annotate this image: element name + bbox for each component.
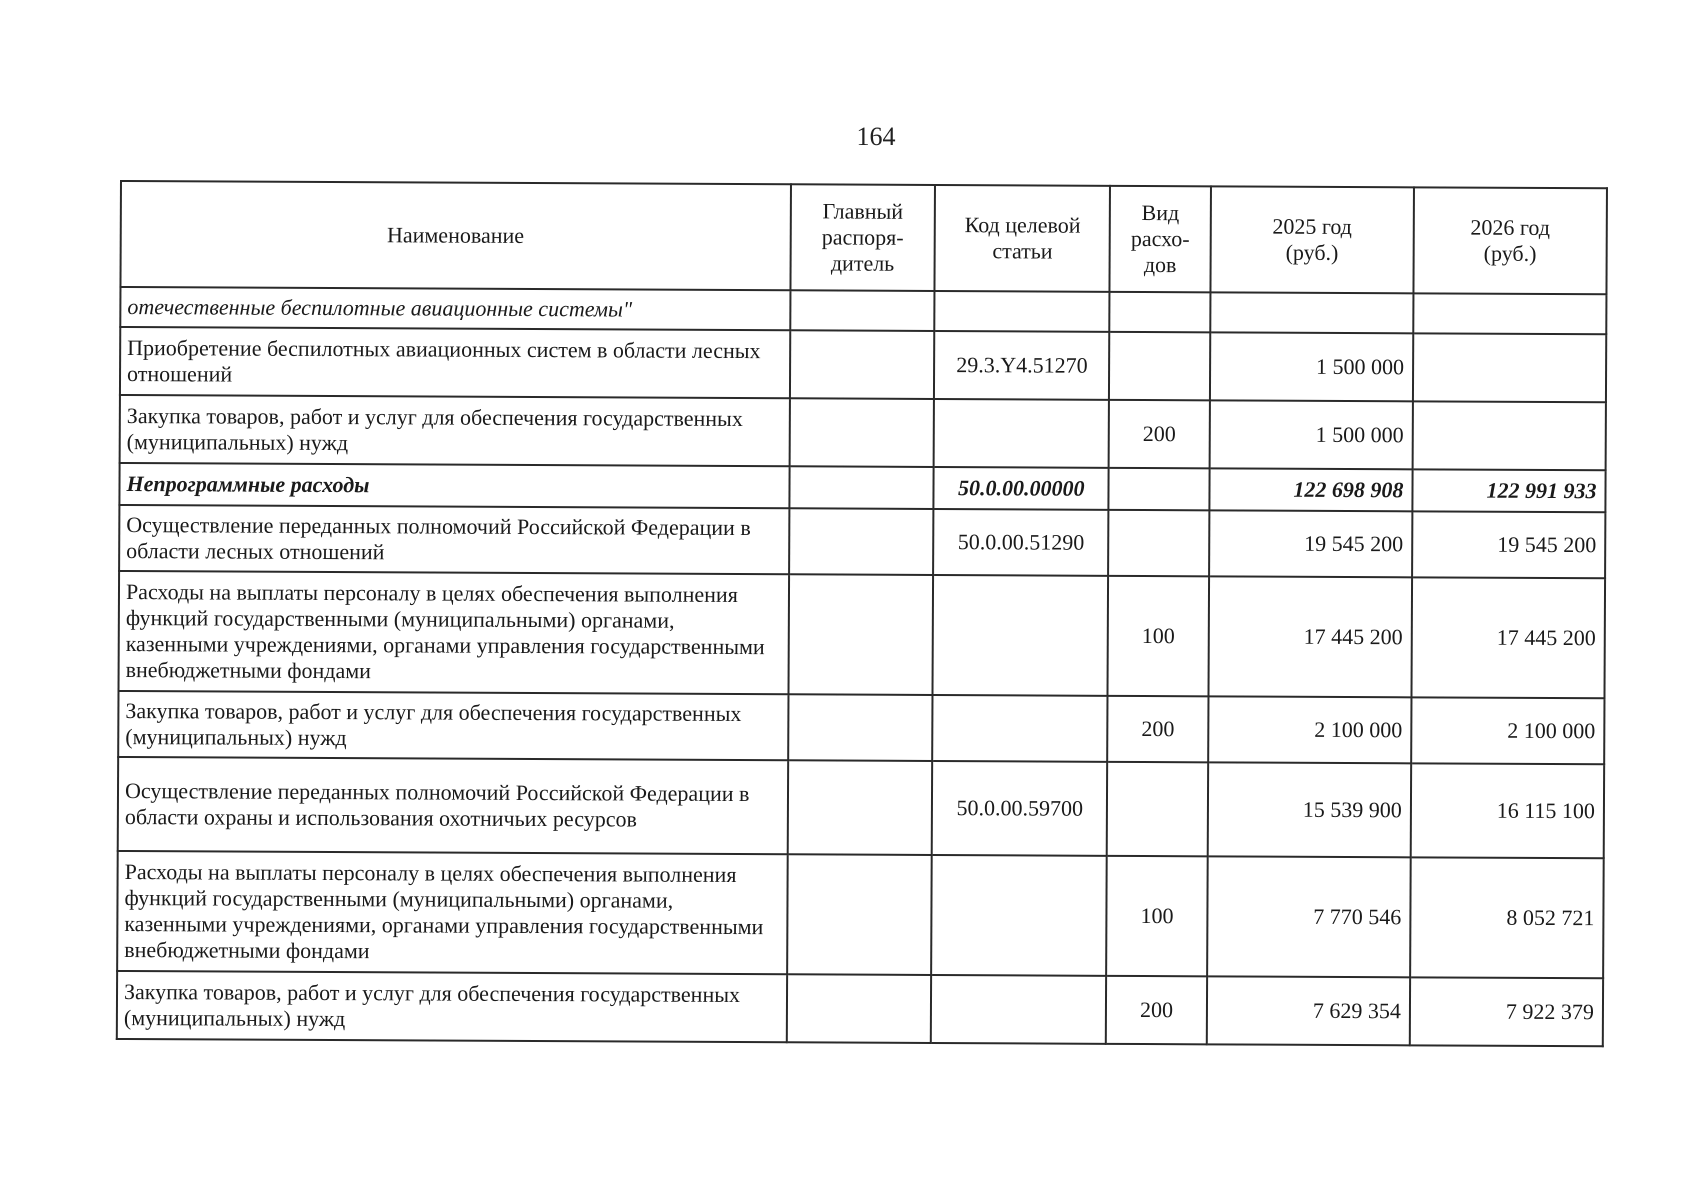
row-type <box>1110 292 1211 332</box>
row-admin <box>787 760 932 855</box>
row-2025: 1 500 000 <box>1210 332 1413 401</box>
row-code: 29.3.Y4.51270 <box>934 331 1109 400</box>
table-row <box>119 571 1606 698</box>
row-admin <box>788 694 933 761</box>
row-2025: 1 500 000 <box>1209 400 1412 469</box>
row-admin <box>789 466 934 509</box>
table-row <box>118 757 1604 858</box>
header-admin: Главный распоря- дитель <box>790 184 935 291</box>
table-row <box>117 971 1603 1046</box>
row-type: 100 <box>1106 856 1207 976</box>
table-row <box>119 463 1605 512</box>
row-type: 200 <box>1106 976 1207 1044</box>
row-2026 <box>1413 333 1606 402</box>
header-year-2026: 2026 год (руб.) <box>1413 187 1607 294</box>
row-2025: 15 539 900 <box>1208 762 1412 857</box>
row-type: 200 <box>1109 400 1210 468</box>
row-2025: 7 770 546 <box>1207 856 1411 977</box>
table-row <box>119 505 1605 578</box>
row-code: 50.0.00.59700 <box>932 761 1107 856</box>
row-code <box>931 855 1107 976</box>
row-admin <box>788 574 933 695</box>
row-admin <box>789 398 934 467</box>
row-name: Приобретение беспилотных авиационных систем в области лесных отношений <box>120 327 790 398</box>
row-code <box>934 399 1109 468</box>
row-type <box>1109 332 1210 400</box>
row-type <box>1108 510 1209 576</box>
row-name: Осуществление переданных полномочий Российской Федерации в области лесных отношений <box>119 505 789 574</box>
row-name: Закупка товаров, работ и услуг для обеспечения государственных (муниципальных) нужд <box>117 971 787 1042</box>
row-code: 50.0.00.51290 <box>933 509 1108 576</box>
row-type: 200 <box>1107 696 1208 762</box>
row-2025 <box>1210 292 1413 333</box>
page-number: 164 <box>856 122 896 151</box>
row-name: отечественные беспилотные авиационные системы" <box>120 287 790 330</box>
row-admin <box>790 330 935 399</box>
row-admin <box>787 854 932 975</box>
row-name: Расходы на выплаты персоналу в целях обеспечения выполнения функций государственными (муниципальными) органами, казенными учреждениями, органами управления государственными внебюджетными фондами <box>119 571 789 694</box>
row-name: Непрограммные расходы <box>119 463 789 508</box>
row-admin <box>790 290 935 331</box>
row-code <box>933 695 1108 762</box>
row-2026 <box>1413 293 1606 334</box>
row-name: Закупка товаров, работ и услуг для обеспечения государственных (муниципальных) нужд <box>118 691 788 760</box>
row-2026: 8 052 721 <box>1410 857 1604 978</box>
row-2026: 16 115 100 <box>1411 763 1605 858</box>
header-code: Код целевой статьи <box>935 185 1110 292</box>
row-2025: 7 629 354 <box>1207 976 1410 1045</box>
row-type <box>1107 762 1208 856</box>
row-2026: 122 991 933 <box>1412 469 1605 512</box>
row-code <box>931 975 1106 1044</box>
row-2026: 17 445 200 <box>1411 577 1605 698</box>
header-type: Вид расхо- дов <box>1110 186 1211 292</box>
row-name: Осуществление переданных полномочий Российской Федерации в области охраны и использования охотничьих ресурсов <box>118 757 788 854</box>
row-2025: 17 445 200 <box>1208 576 1412 697</box>
row-2026: 19 545 200 <box>1412 511 1605 578</box>
row-type: 100 <box>1108 576 1209 696</box>
row-admin <box>789 508 934 575</box>
row-2026: 2 100 000 <box>1411 697 1604 764</box>
table-row <box>120 327 1606 402</box>
table-row <box>118 691 1604 764</box>
row-2025: 2 100 000 <box>1208 696 1411 763</box>
table-row <box>120 395 1606 470</box>
row-2025: 19 545 200 <box>1209 510 1412 577</box>
table-header-row <box>120 181 1607 294</box>
row-type <box>1109 468 1210 510</box>
header-year-2025: 2025 год (руб.) <box>1210 186 1414 293</box>
table-row <box>117 851 1604 978</box>
row-name: Закупка товаров, работ и услуг для обеспечения государственных (муниципальных) нужд <box>120 395 790 466</box>
budget-table <box>116 180 1608 1047</box>
row-2026: 7 922 379 <box>1410 977 1603 1046</box>
row-2025: 122 698 908 <box>1209 468 1412 511</box>
header-name: Наименование <box>120 181 790 290</box>
row-code <box>933 575 1109 696</box>
row-2026 <box>1413 401 1606 470</box>
row-admin <box>786 974 931 1043</box>
row-code <box>935 291 1110 332</box>
row-code: 50.0.00.00000 <box>934 467 1109 510</box>
row-name: Расходы на выплаты персоналу в целях обеспечения выполнения функций государственными (муниципальными) органами, казенными учреждениями, органами управления государственными внебюджетными фондами <box>117 851 787 974</box>
